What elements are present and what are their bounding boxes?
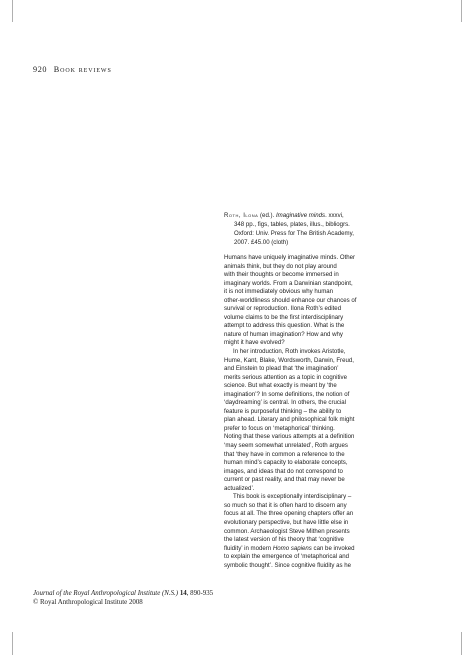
citation-line: 2007. £45.00 (cloth)	[234, 238, 289, 246]
italic-text: Homo sapiens	[272, 544, 312, 552]
body-line	[224, 510, 384, 519]
line-text: feature is purposeful thinking – the ability to	[224, 407, 342, 415]
line-text: survival or reproduction. Ilona Roth’s edited	[224, 305, 342, 313]
citation-line	[224, 212, 386, 221]
line-text: volume claims to be the first interdisciplinary	[224, 313, 344, 321]
crop-mark-top-right	[461, 0, 462, 22]
body-line	[224, 493, 384, 502]
line-text: This book is exceptionally interdisciplinary –	[233, 493, 352, 501]
body-line	[224, 519, 384, 528]
line-text: to explain the emergence of ‘metaphorical and	[224, 553, 349, 561]
line-text: ‘may seem somewhat unrelated’, Roth argues	[224, 442, 348, 450]
running-head-title: Book reviews	[53, 65, 112, 74]
body-line	[224, 476, 384, 485]
body-line	[224, 425, 384, 434]
page-footer	[33, 589, 213, 607]
line-text: it is not immediately obvious why human	[224, 288, 334, 296]
citation-line: Oxford: Univ. Press for The British Academy,	[234, 229, 354, 237]
line-text: symbolic thought’. Since cognitive fluidity as he	[224, 561, 352, 569]
line-text: imaginary worlds. From a Darwinian standpoint,	[224, 279, 353, 287]
line-text: with their thoughts or become immersed in	[224, 271, 339, 279]
body-line	[224, 553, 384, 562]
citation-ed: (ed.).	[258, 212, 276, 219]
body-line	[224, 433, 384, 442]
review-body	[224, 254, 384, 570]
body-line	[224, 408, 384, 417]
body-line	[224, 271, 384, 280]
line-text: and Einstein to plead that ‘the imagination’	[224, 365, 339, 373]
body-line	[224, 528, 384, 537]
line-text: current or past reality, and that may never be	[224, 476, 345, 484]
line-text: science. But what exactly is meant by ‘the	[224, 382, 337, 390]
page-number: 920	[33, 65, 48, 74]
line-text: prefer to focus on ‘metaphorical’ thinking.	[224, 424, 335, 432]
line-text: ‘daydreaming’ is central. In others, the crucial	[224, 399, 347, 407]
line-text: In her introduction, Roth invokes Aristotle,	[233, 348, 346, 356]
line-text: Hume, Kant, Blake, Wordsworth, Darwin, Freud,	[224, 356, 354, 364]
book-citation	[224, 212, 386, 248]
body-line	[224, 468, 384, 477]
body-line	[224, 357, 384, 366]
body-line	[224, 416, 384, 425]
line-text: animals think, but they do not play around	[224, 262, 337, 270]
body-line	[224, 263, 384, 272]
body-line	[224, 365, 384, 374]
line-text: might it have evolved?	[224, 339, 285, 347]
body-line	[224, 374, 384, 383]
line-text: imagination’? In some definitions, the notion of	[224, 390, 350, 398]
line-text: nature of human imagination? How and why	[224, 330, 343, 338]
line-text: Humans have uniquely imaginative minds. Other	[224, 254, 356, 261]
body-line	[224, 442, 384, 451]
journal-name: Journal of the Royal Anthropological Institute (N.S.)	[33, 590, 179, 597]
line-text: other-worldliness should enhance our chances of	[224, 296, 357, 304]
line-text: Noting that these various attempts at a definition	[224, 433, 355, 441]
citation-author: Roth, Ilona	[224, 212, 259, 219]
line-text: the latest version of his theory that ‘cognitive	[224, 536, 344, 544]
line-text: actualized’.	[224, 484, 255, 492]
body-line	[224, 545, 384, 554]
running-header	[33, 65, 112, 74]
line-text: human mind’s capacity to elaborate concepts,	[224, 459, 348, 467]
body-line	[224, 288, 384, 297]
journal-pages: , 890-935	[186, 590, 214, 597]
body-line	[224, 382, 384, 391]
body-line	[224, 459, 384, 468]
crop-mark-bottom-left	[12, 632, 13, 655]
line-text: that ‘they have in common a reference to the	[224, 450, 345, 458]
line-text: attempt to address this question. What is the	[224, 322, 345, 330]
body-line	[224, 391, 384, 400]
journal-volume: 14	[179, 590, 187, 597]
body-line	[224, 280, 384, 289]
body-line	[224, 485, 384, 494]
body-line	[224, 305, 384, 314]
body-line	[224, 502, 384, 511]
line-text: images, and ideas that do not correspond to	[224, 467, 343, 475]
body-line	[224, 254, 384, 263]
body-line	[224, 322, 384, 331]
line-text: common. Archaeologist Steve Mithen presents	[224, 527, 350, 535]
body-line	[224, 348, 384, 357]
line-text: fluidity’ in modern	[224, 544, 273, 552]
body-line	[224, 314, 384, 323]
citation-pages: . xxxvi,	[325, 212, 344, 219]
citation-line: 348 pp., figs, tables, plates, illus., bibliogrs.	[234, 220, 350, 228]
body-line	[224, 297, 384, 306]
crop-mark-top-left	[12, 0, 13, 22]
line-text: can be invoked	[311, 544, 355, 552]
body-line	[224, 331, 384, 340]
copyright-line: © Royal Anthropological Institute 2008	[33, 599, 143, 606]
body-line	[224, 536, 384, 545]
line-text: focus at all. The three opening chapters offer an	[224, 510, 354, 518]
body-line	[224, 451, 384, 460]
line-text: merits serious attention as a topic in cognitive	[224, 373, 347, 381]
body-line	[224, 399, 384, 408]
crop-mark-bottom-right	[461, 632, 462, 655]
body-line	[224, 562, 384, 571]
body-line	[224, 339, 384, 348]
citation-title: Imaginative minds	[275, 212, 326, 219]
journal-line	[33, 589, 213, 598]
line-text: evolutionary perspective, but have little else in	[224, 518, 349, 526]
line-text: so much so that it is often hard to discern any	[224, 501, 347, 509]
line-text: plan ahead. Literary and philosophical folk might	[224, 416, 355, 424]
